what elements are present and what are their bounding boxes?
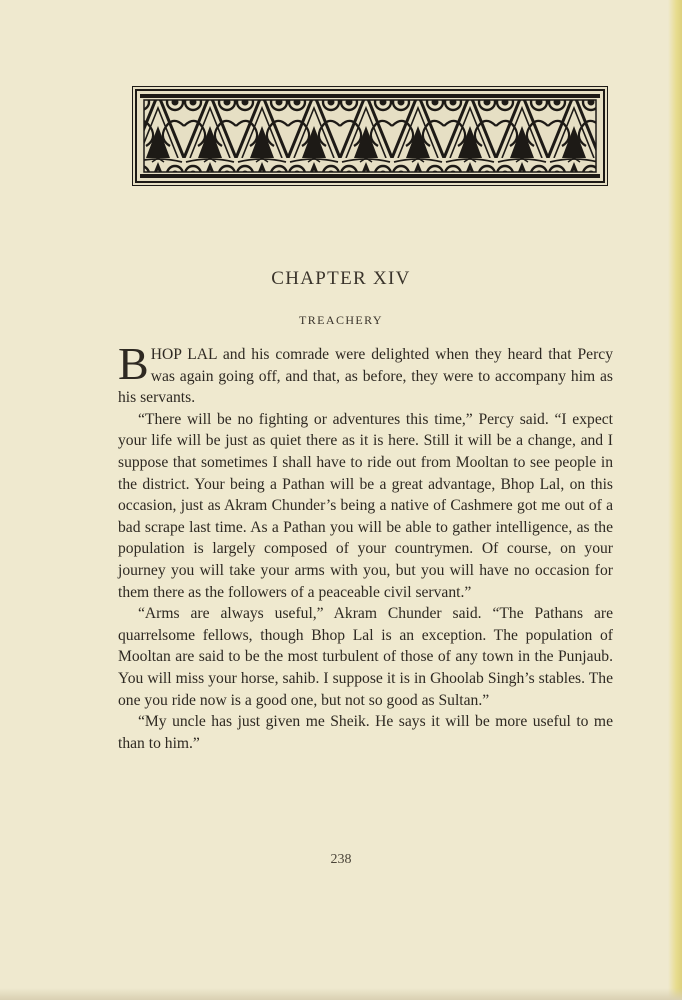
chapter-heading: CHAPTER XIV [271, 268, 411, 289]
drop-cap: B [118, 338, 149, 389]
paragraph [118, 338, 613, 409]
paragraph-text: HOP LAL and his comrade were delighted when they heard that Percy was again going off, and that, as before, they were to accompany him as his servants. [118, 346, 613, 407]
body-text [118, 338, 613, 754]
page-shadow [0, 988, 682, 1000]
paragraph: “There will be no fighting or adventures this time,” Percy said. “I expect your life will be just as quiet there as it is here. Still it will be a change, and I suppose that sometimes I shall have to ride out from Mooltan to see people in the district. Your being a Pathan will be a great advantage, Bhop Lal, on this occasion, just as Akram Chunder’s being a native of Cashmere got me out of a bad scrape last time. As a Pathan you will be able to gather intelligence, as the population is largely composed of your countrymen. Of course, on your journey you will take your arms with you, but you will have no occasion for them there as the followers of a peaceable civil servant.” [118, 410, 613, 601]
header-ornament [132, 86, 608, 186]
paragraph: “My uncle has just given me Sheik. He says it will be more useful to me than to him.” [118, 713, 613, 752]
page-number: 238 [330, 852, 352, 867]
paragraph: “Arms are always useful,” Akram Chunder said. “The Pathans are quarrelsome fellows, though Bhop Lal is an exception. The population of Mooltan are said to be the most turbulent of those of any town in the Punjaub. You will miss your horse, sahib. I suppose it is in Ghoolab Singh’s stables. The one you ride now is a good one, but not so good as Sultan.” [118, 605, 613, 709]
chapter-subtitle: TREACHERY [299, 313, 383, 327]
page-edge [668, 0, 682, 1000]
